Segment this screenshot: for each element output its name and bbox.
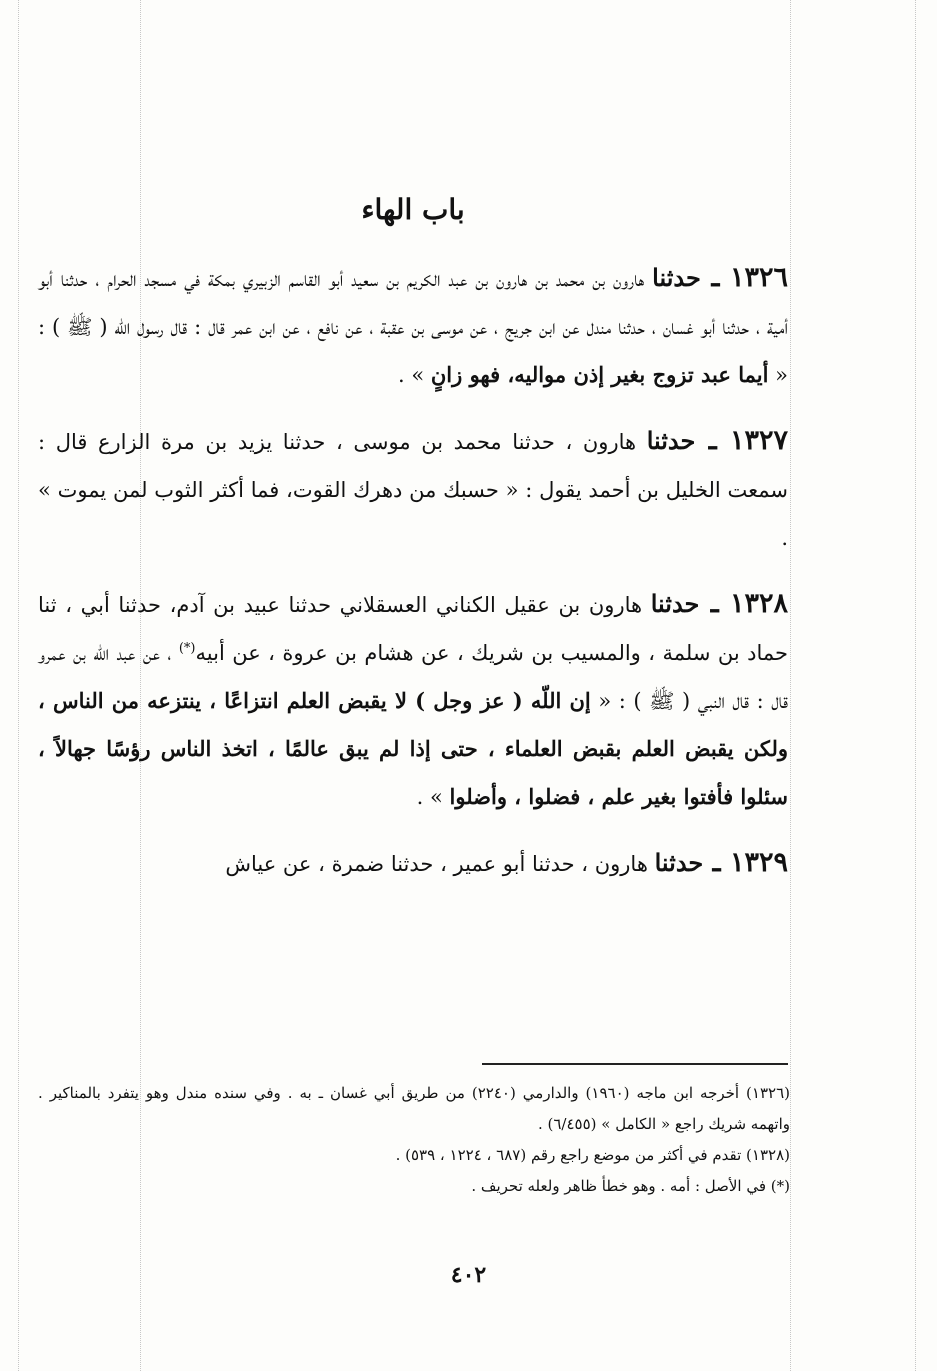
entry-number: ١٣٢٩ [729, 847, 788, 878]
entry-number: ١٣٢٧ [729, 425, 788, 456]
footnote-divider [482, 1063, 788, 1065]
page-number: ٤٠٢ [450, 1262, 487, 1288]
footnote-1326: (١٣٢٦) أخرجه ابن ماجه (١٩٦٠) والدارمي (٢٢٤٠) من طريق أبي غسان ـ به . وفي سنده مندل وهو يتفرد بالمناكير . واتهمه شريك راجع « الكامل » (٦/٤٥٥) . [38, 1084, 790, 1133]
entry-lead: حدثنا [646, 426, 696, 455]
hadith-entry-1329: ١٣٢٩ ـ حدثنا هارون ، حدثنا أبو عمير ، حدثنا ضمرة ، عن عياش [225, 847, 788, 878]
scan-guide-line [18, 0, 19, 1371]
scan-guide-line [915, 0, 916, 1371]
hadith-entry-1326: ١٣٢٦ ـ حدثنا هارون بن محمد بن هارون بن عبد الكريم بن سعيد أبو القاسم الزبيري بمكة في مسجد الحرام ، حدثنا أبو أمية ، حدثنا أبو غسان ، حدثنا مندل عن ابن جريج ، عن موسى بن عقبة ، عن نافع ، عن ابن عمر قال : قال رسول اللّه ( ﷺ ) : « أيما عبد تزوج بغير إذن مواليه، فهو زانٍ » . [38, 262, 788, 387]
entry-text: هارون ، حدثنا أبو عمير ، حدثنا ضمرة ، عن عياش [225, 852, 648, 876]
entry-text: هارون ، حدثنا محمد بن موسى ، حدثنا يزيد بن مرة الزارع قال : سمعت الخليل بن أحمد يقول : « حسبك من دهرك القوت، فما أكثر الثوب لمن يموت » . [38, 430, 788, 550]
main-text [38, 190, 788, 906]
entry-number: ١٣٢٦ [729, 262, 788, 293]
scan-guide-line [790, 0, 791, 1371]
entry-lead: حدثنا [654, 848, 704, 877]
hadith-entry-1327: ١٣٢٧ ـ حدثنا هارون ، حدثنا محمد بن موسى ، حدثنا يزيد بن مرة الزارع قال : سمعت الخليل بن أحمد يقول : « حسبك من دهرك القوت، فما أكثر الثوب لمن يموت » . [38, 425, 788, 550]
entry-lead: حدثنا [652, 263, 701, 292]
entry-text-continued: ، عن عبد اللّه بن عمرو قال : قال النبي ( ﷺ ) : « [38, 641, 788, 713]
hadith-entry-1328: ١٣٢٨ ـ حدثنا هارون بن عقيل الكناني العسقلاني حدثنا عبيد بن آدم، حدثنا أبي ، ثنا حماد بن سلمة ، والمسيب بن شريك ، عن هشام بن عروة ، عن أبيه(*) ، عن عبد اللّه بن عمرو قال : قال النبي ( ﷺ ) : « إن اللّه ( عز وجل ) لا يقبض العلم انتزاعًا ، ينتزعه من الناس ، ولكن يقبض العلم بقبض العلماء ، حتى إذا لم يبق عالمًا ، اتخذ الناس رؤسًا جهالاً ، سئلوا فأفتوا بغير علم ، فضلوا ، وأضلوا » . [38, 588, 788, 809]
footnote-1328: (١٣٢٨) تقدم في أكثر من موضع راجع رقم (٦٨٧ ، ١٢٢٤ ، ٥٣٩) . [395, 1146, 790, 1164]
entry-quote: أيما عبد تزوج بغير إذن مواليه، فهو زانٍ [430, 362, 769, 387]
entry-text: هارون بن عقيل الكناني العسقلاني حدثنا عبيد بن آدم، حدثنا أبي ، ثنا حماد بن سلمة ، والمسيب بن شريك ، عن هشام بن عروة ، عن أبيه [38, 593, 788, 665]
entry-text: هارون بن محمد بن هارون بن عبد الكريم بن سعيد أبو القاسم الزبيري بمكة في مسجد الحرام ، حدثنا أبو أمية ، حدثنا أبو غسان ، حدثنا مندل عن ابن جريج ، عن موسى بن عقبة ، عن نافع ، عن ابن عمر قال : قال رسول اللّه ( ﷺ ) : « [38, 267, 788, 387]
entry-quote: إن اللّه ( عز وجل ) لا يقبض العلم انتزاعًا ، ينتزعه من الناس ، ولكن يقبض العلم بقبض العلماء ، حتى إذا لم يبق عالمًا ، اتخذ الناس رؤسًا جهالاً ، سئلوا فأفتوا بغير علم ، فضلوا ، وأضلوا [38, 688, 788, 809]
entry-tail: » . [416, 785, 443, 809]
chapter-title: باب الهاء [361, 193, 465, 226]
entry-number: ١٣٢٨ [729, 588, 788, 619]
footnote-asterisk: (*) في الأصل : أمه . وهو خطأ ظاهر ولعله تحريف . [471, 1177, 790, 1195]
footnote-marker: (*) [178, 641, 196, 656]
entry-lead: حدثنا [650, 589, 700, 618]
footnotes [38, 1078, 790, 1202]
entry-tail: » . [397, 363, 425, 387]
